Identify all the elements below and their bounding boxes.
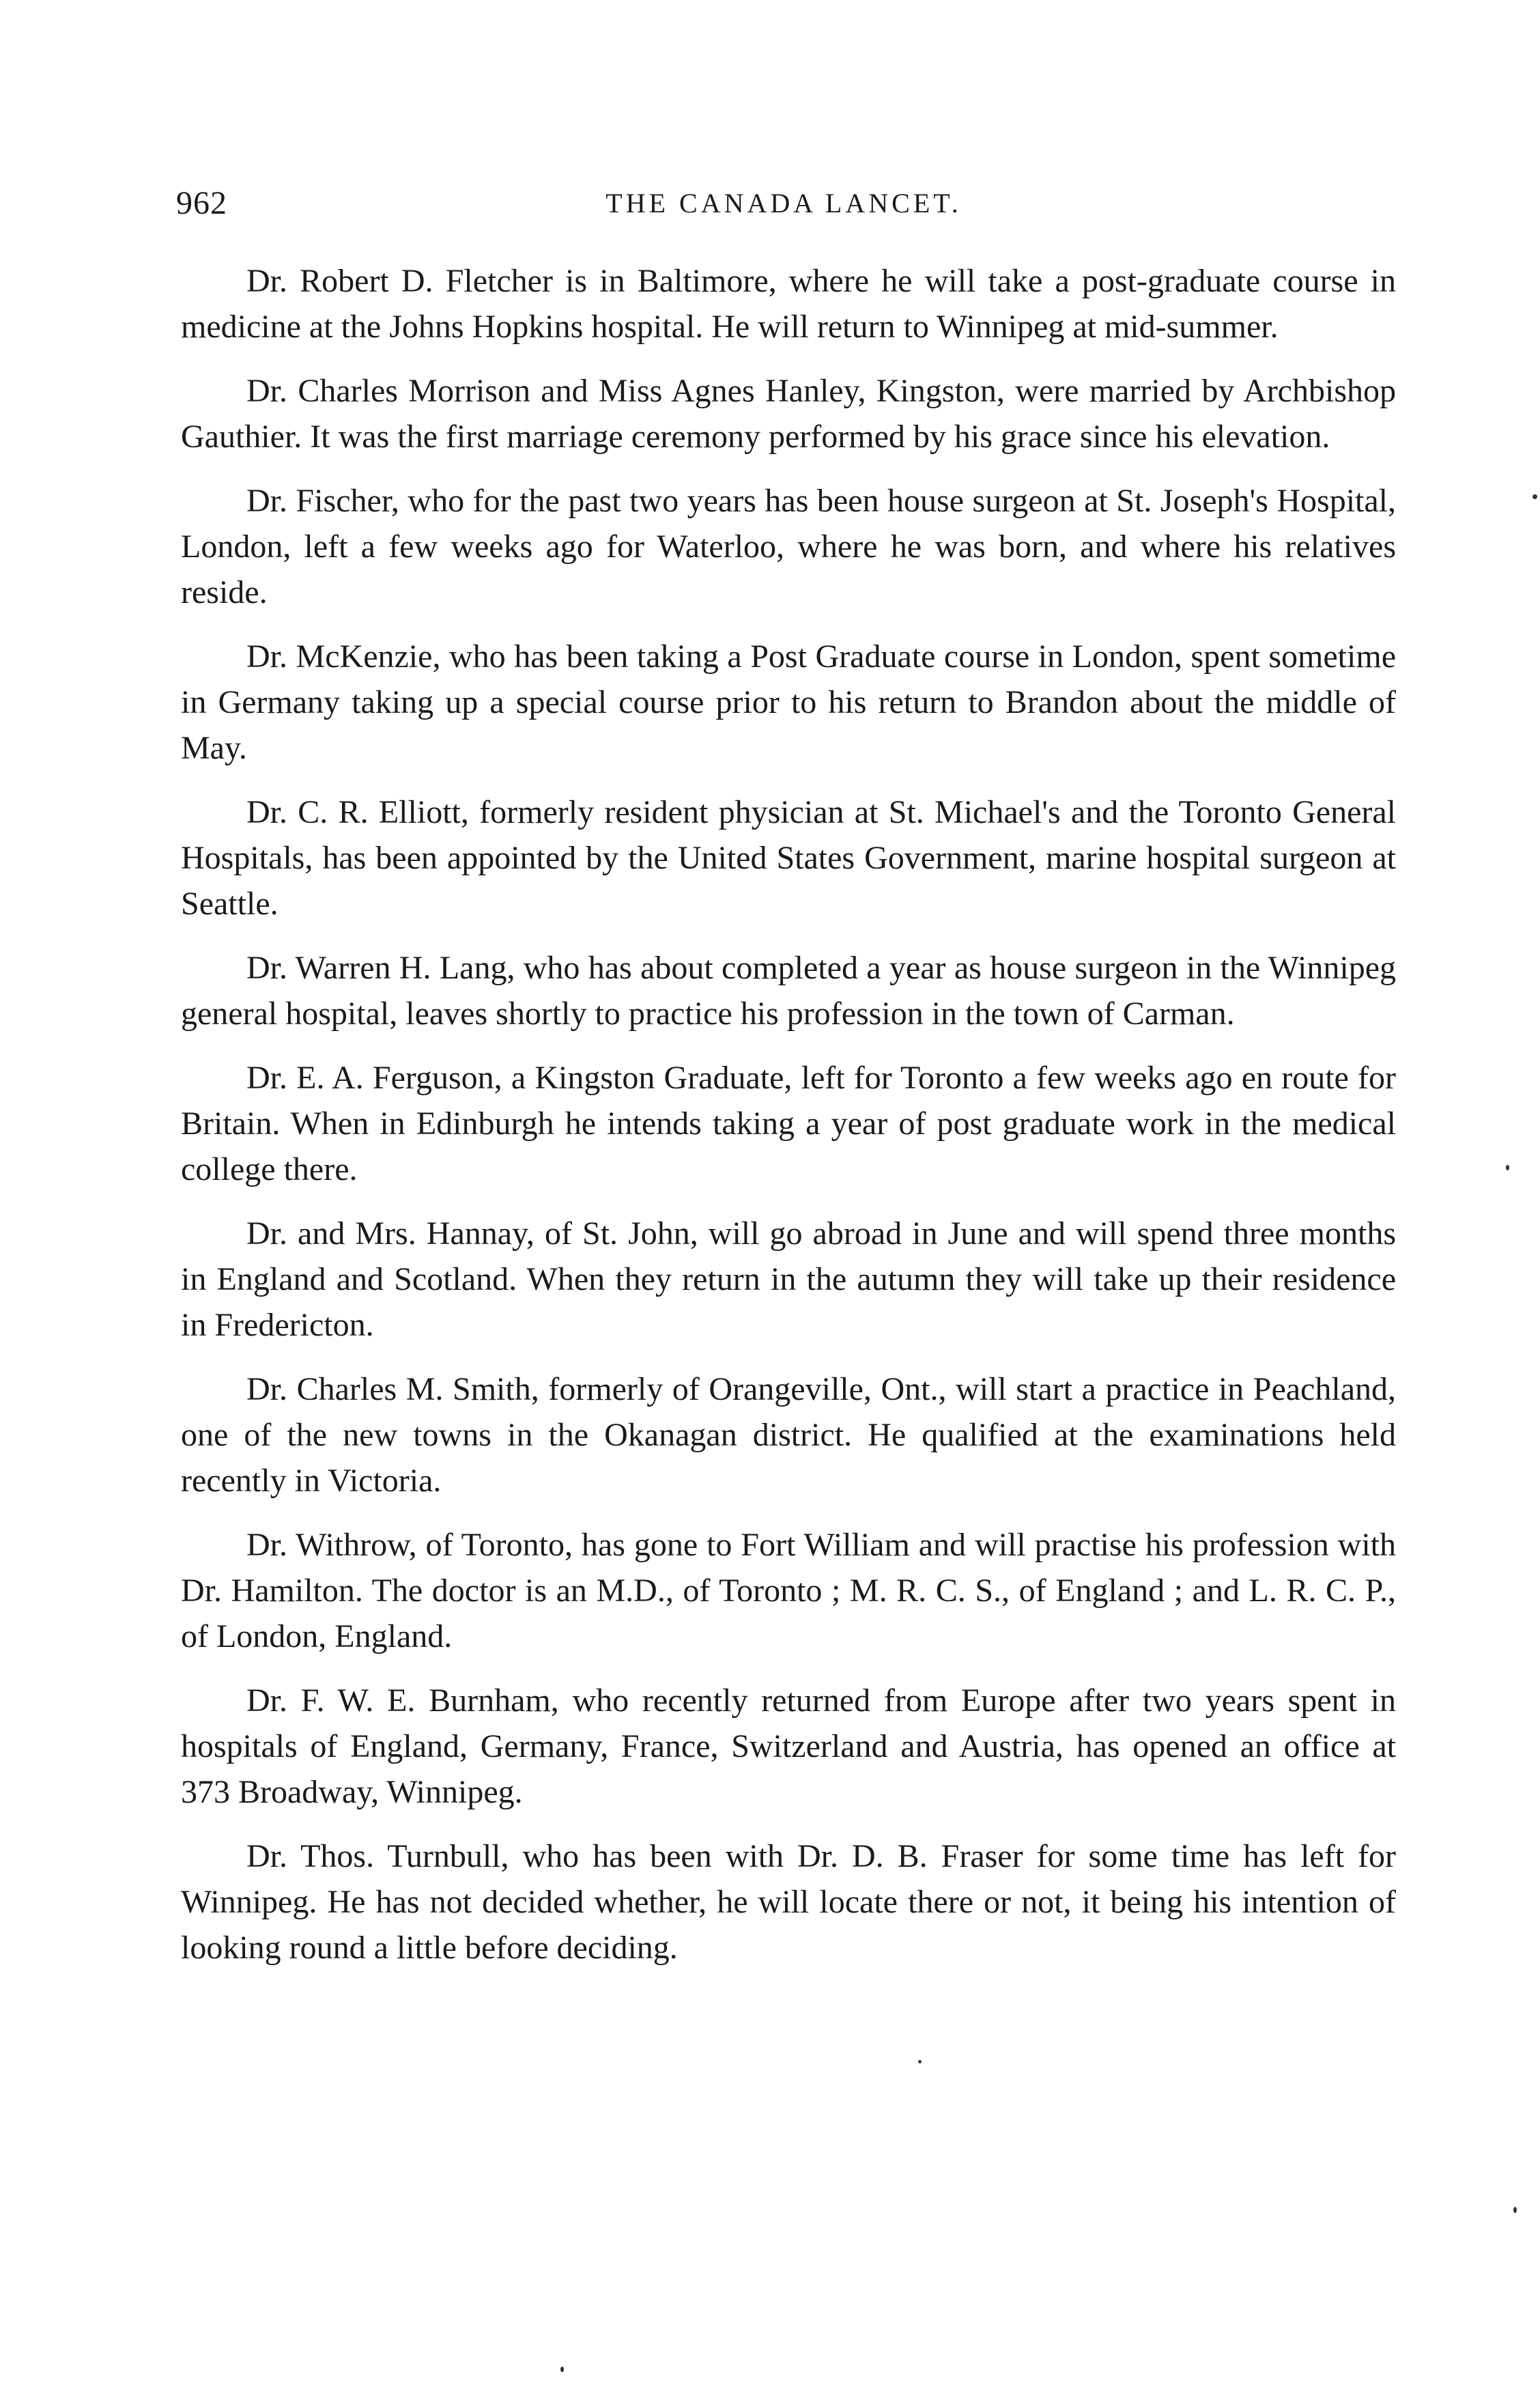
scan-speck bbox=[1506, 1165, 1509, 1170]
scan-speck bbox=[918, 2060, 922, 2063]
paragraph-fischer: Dr. Fischer, who for the past two years has been house surgeon at St. Joseph's Hospital, London, left a few weeks ago for Waterloo, where he was born, and where his relatives reside. bbox=[181, 483, 1396, 610]
paragraph-fletcher: Dr. Robert D. Fletcher is in Baltimore, where he will take a post-graduate course in medicine at the Johns Hopkins hospital. He will return to Winnipeg at mid-summer. bbox=[181, 263, 1396, 345]
paragraph-morrison: Dr. Charles Morrison and Miss Agnes Hanley, Kingston, were married by Archbishop Gauthier. It was the first marriage ceremony performed by his grace since his elevation. bbox=[181, 373, 1396, 455]
running-head: THE CANADA LANCET. bbox=[605, 188, 962, 219]
paragraph-turnbull: Dr. Thos. Turnbull, who has been with Dr. D. B. Fraser for some time has left for Winnipeg. He has not decided whether, he will locate there or not, it being his intention of looking round a little before deciding. bbox=[181, 1838, 1396, 1966]
paragraph-elliott: Dr. C. R. Elliott, formerly resident physician at St. Michael's and the Toronto General Hospitals, has been appointed by the United States Government, marine hospital surgeon at Seattle. bbox=[181, 794, 1396, 922]
paragraph-withrow: Dr. Withrow, of Toronto, has gone to Fort William and will practise his profession with Dr. Hamilton. The doctor is an M.D., of Toronto ; M. R. C. S., of England ; and L. R. C. P., of London, England. bbox=[181, 1527, 1396, 1654]
paragraph-hannay: Dr. and Mrs. Hannay, of St. John, will go abroad in June and will spend three months in England and Scotland. When they return in the autumn they will take up their residence in Fredericton. bbox=[181, 1215, 1396, 1343]
scan-speck bbox=[560, 2367, 564, 2372]
page-number: 962 bbox=[176, 185, 227, 221]
paragraph-mckenzie: Dr. McKenzie, who has been taking a Post Graduate course in London, spent sometime in Germany taking up a special course prior to his return to Brandon about the middle of May. bbox=[181, 638, 1396, 766]
scan-speck bbox=[1513, 2207, 1517, 2213]
paragraph-lang: Dr. Warren H. Lang, who has about completed a year as house surgeon in the Winnipeg general hospital, leaves shortly to practice his profession in the town of Carman. bbox=[181, 950, 1396, 1032]
paragraph-smith: Dr. Charles M. Smith, formerly of Orangeville, Ont., will start a practice in Peachland, one of the new towns in the Okanagan district. He qualified at the examinations held recently in Victoria. bbox=[181, 1371, 1396, 1499]
scan-speck bbox=[1532, 494, 1537, 499]
paragraph-ferguson: Dr. E. A. Ferguson, a Kingston Graduate, left for Toronto a few weeks ago en route for Britain. When in Edinburgh he intends taking a year of post graduate work in the medical college there. bbox=[181, 1060, 1396, 1187]
page-header bbox=[176, 184, 1391, 232]
paragraph-burnham: Dr. F. W. E. Burnham, who recently returned from Europe after two years spent in hospitals of England, Germany, France, Switzerland and Austria, has opened an office at 373 Broadway, Winnipeg. bbox=[181, 1682, 1396, 1810]
article-body bbox=[181, 258, 1396, 1989]
